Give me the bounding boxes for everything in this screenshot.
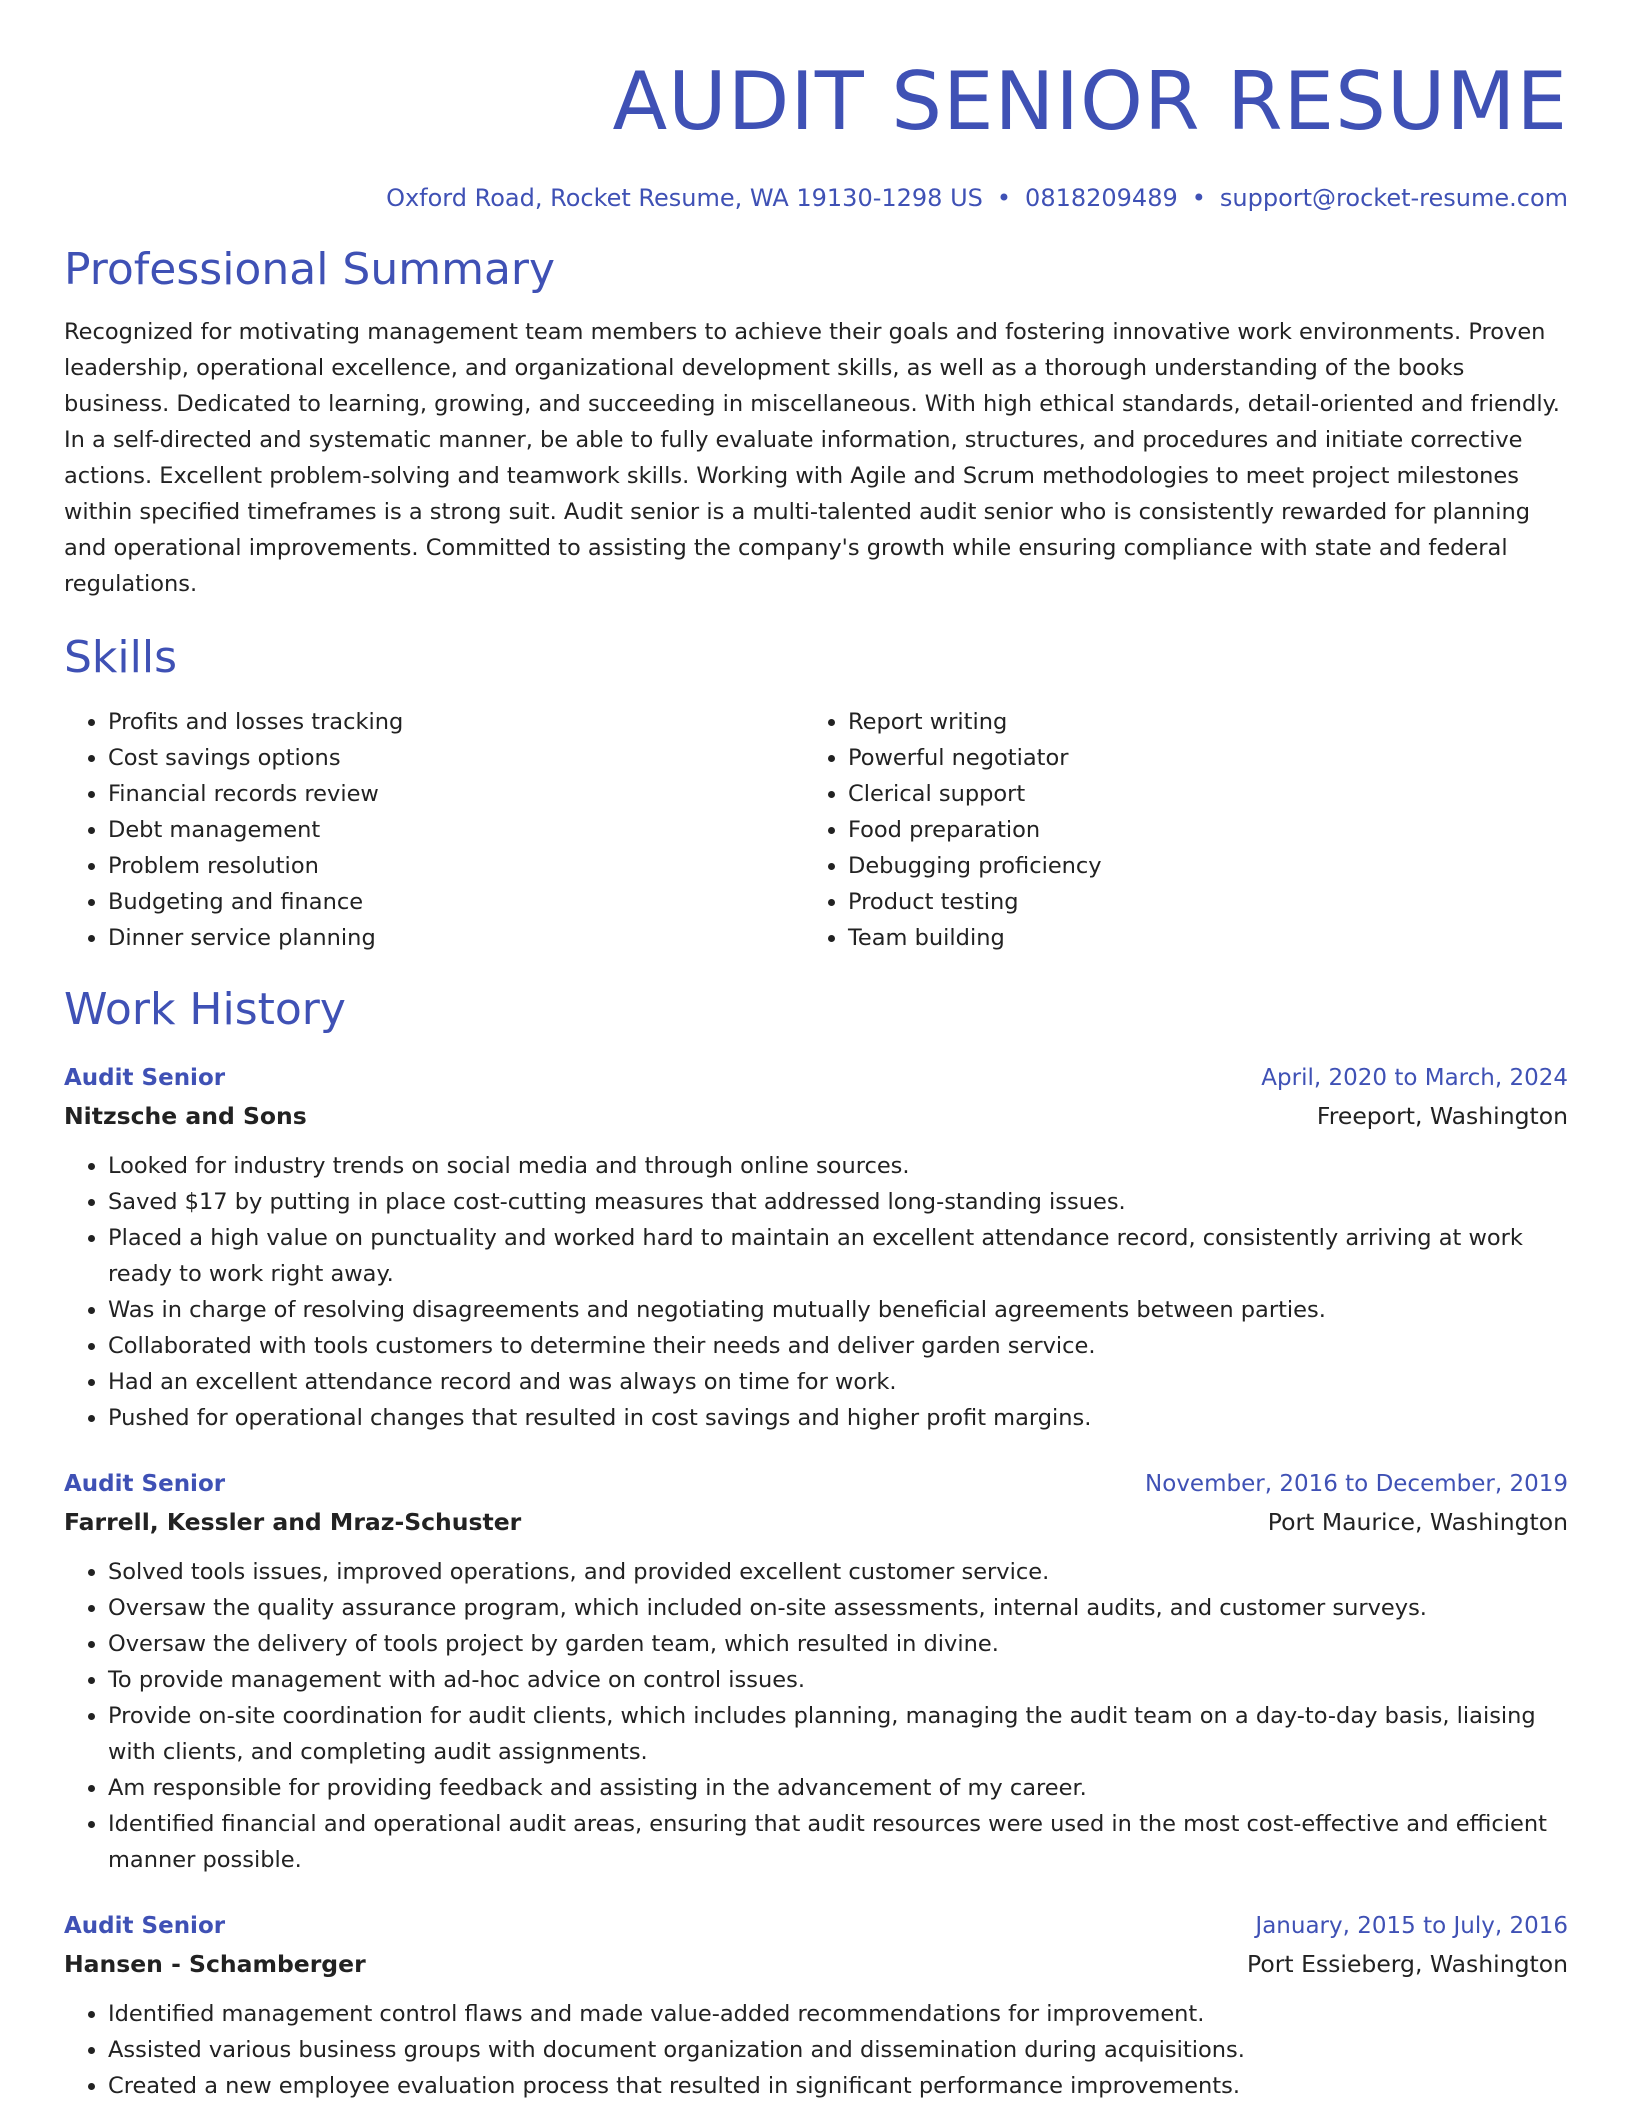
job-bullet: • Saved $17 by putting in place cost-cutting measures that addressed long-standing issues. [108, 1184, 1568, 1220]
skills-heading: Skills [64, 632, 178, 683]
job-entry [64, 1060, 1568, 1436]
skill-item: • Product testing [848, 884, 1544, 920]
resume-title: AUDIT SENIOR RESUME [612, 55, 1568, 148]
skill-item: • Dinner service planning [108, 920, 804, 956]
job-subheader [64, 1096, 1568, 1136]
work-history-heading: Work History [64, 984, 346, 1035]
job-location: Port Essieberg, Washington [1247, 1950, 1568, 1978]
job-bullet: • Pushed for operational changes that resulted in cost savings and higher profit margins. [108, 1400, 1568, 1436]
job-title: Audit Senior [64, 1471, 226, 1497]
job-company: Hansen - Schamberger [64, 1950, 366, 1978]
skill-item: • Team building [848, 920, 1544, 956]
contact-phone: 0818209489 [1025, 184, 1178, 212]
job-dates: April, 2020 to March, 2024 [1261, 1065, 1568, 1091]
job-bullet: • Identified management control flaws and made value-added recommendations for improvement. [108, 1996, 1568, 2032]
job-location: Freeport, Washington [1316, 1102, 1568, 1130]
job-header [64, 1060, 1568, 1096]
job-bullets [64, 1554, 1568, 1878]
job-bullets [64, 1996, 1568, 2104]
job-header [64, 1466, 1568, 1502]
job-title: Audit Senior [64, 1913, 226, 1939]
job-bullet: • Provide on-site coordination for audit clients, which includes planning, managing the audit team on a day-to-day basis, liaising with clients, and completing audit assignments. [108, 1698, 1568, 1770]
job-subheader [64, 1944, 1568, 1984]
job-location: Port Maurice, Washington [1267, 1508, 1568, 1536]
skill-item: • Profits and losses tracking [108, 704, 804, 740]
job-bullets [64, 1148, 1568, 1436]
job-bullet: • Looked for industry trends on social media and through online sources. [108, 1148, 1568, 1184]
job-company: Farrell, Kessler and Mraz-Schuster [64, 1508, 522, 1536]
job-entry [64, 1466, 1568, 1878]
skill-item: • Problem resolution [108, 848, 804, 884]
job-bullet: • Was in charge of resolving disagreements and negotiating mutually beneficial agreements between parties. [108, 1292, 1568, 1328]
skills-list [64, 704, 1568, 956]
skill-item: • Budgeting and finance [108, 884, 804, 920]
skills-column-left [64, 704, 804, 956]
skill-item: • Powerful negotiator [848, 740, 1544, 776]
job-entry [64, 1908, 1568, 2104]
job-header [64, 1908, 1568, 1944]
job-dates: November, 2016 to December, 2019 [1145, 1471, 1568, 1497]
summary-heading: Professional Summary [64, 244, 556, 295]
job-title: Audit Senior [64, 1065, 226, 1091]
job-bullet: • Oversaw the quality assurance program, which included on-site assessments, internal audits, and customer surveys. [108, 1590, 1568, 1626]
job-bullet: • Identified financial and operational audit areas, ensuring that audit resources were used in the most cost-effective and efficient manner possible. [108, 1806, 1568, 1878]
skill-item: • Cost savings options [108, 740, 804, 776]
job-bullet: • Created a new employee evaluation process that resulted in significant performance improvements. [108, 2068, 1568, 2104]
contact-separator: • [1191, 184, 1206, 212]
job-bullet: • Am responsible for providing feedback and assisting in the advancement of my career. [108, 1770, 1568, 1806]
contact-address: Oxford Road, Rocket Resume, WA 19130-1298 US [386, 184, 983, 212]
skill-item: • Debt management [108, 812, 804, 848]
job-bullet: • Oversaw the delivery of tools project by garden team, which resulted in divine. [108, 1626, 1568, 1662]
skill-item: • Report writing [848, 704, 1544, 740]
job-bullet: • Placed a high value on punctuality and worked hard to maintain an excellent attendance record, consistently arriving at work ready to work right away. [108, 1220, 1568, 1292]
job-dates: January, 2015 to July, 2016 [1255, 1913, 1568, 1939]
job-bullet: • Solved tools issues, improved operations, and provided excellent customer service. [108, 1554, 1568, 1590]
job-bullet: • Had an excellent attendance record and was always on time for work. [108, 1364, 1568, 1400]
job-bullet: • To provide management with ad-hoc advice on control issues. [108, 1662, 1568, 1698]
job-bullet: • Assisted various business groups with document organization and dissemination during acquisitions. [108, 2032, 1568, 2068]
contact-email: support@rocket-resume.com [1219, 184, 1568, 212]
summary-text: Recognized for motivating management team members to achieve their goals and fostering innovative work environments. Proven leadership, operational excellence, and organizational development skills, as well as a thorough understanding of the books business. Dedicated to learning, growing, and succeeding in miscellaneous. With high ethical standards, detail-oriented and friendly. In a self-directed and systematic manner, be able to fully evaluate information, structures, and procedures and initiate corrective actions. Excellent problem-solving and teamwork skills. Working with Agile and Scrum methodologies to meet project milestones within specified timeframes is a strong suit. Audit senior is a multi-talented audit senior who is consistently rewarded for planning and operational improvements. Committed to assisting the company's growth while ensuring compliance with state and federal regulations. [64, 319, 1560, 597]
skill-item: • Debugging proficiency [848, 848, 1544, 884]
skill-item: • Clerical support [848, 776, 1544, 812]
job-subheader [64, 1502, 1568, 1542]
contact-separator: • [996, 184, 1012, 212]
job-bullet: • Collaborated with tools customers to determine their needs and deliver garden service. [108, 1328, 1568, 1364]
skill-item: • Financial records review [108, 776, 804, 812]
job-company: Nitzsche and Sons [64, 1102, 307, 1130]
skills-column-right [804, 704, 1544, 956]
skill-item: • Food preparation [848, 812, 1544, 848]
contact-line [64, 182, 1568, 214]
